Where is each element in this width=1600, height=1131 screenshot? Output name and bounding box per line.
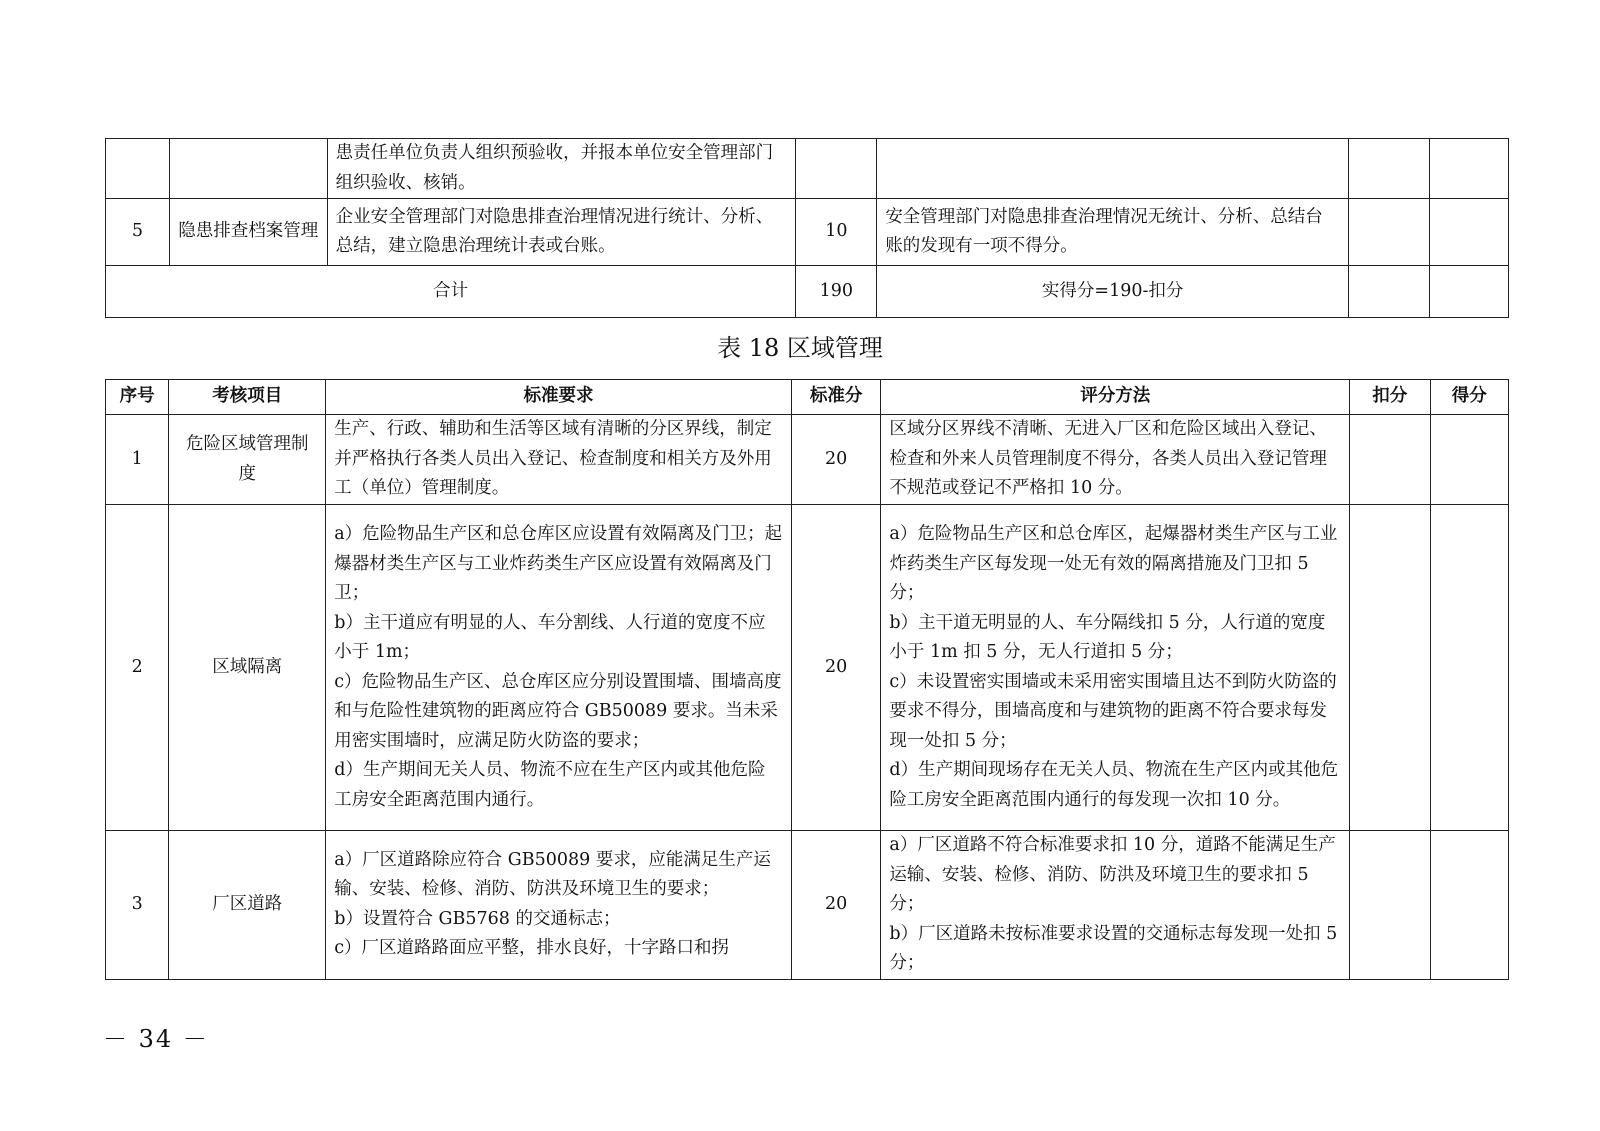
table-row (106, 831, 1509, 980)
result-cell (1429, 199, 1508, 266)
header-num: 序号 (106, 380, 169, 415)
total-formula: 实得分=190-扣分 (877, 266, 1349, 318)
score-cell (796, 139, 877, 199)
result-cell (1429, 139, 1508, 199)
deduct-cell (1349, 266, 1430, 318)
method-cell: 安全管理部门对隐患排查治理情况无统计、分析、总结台账的发现有一项不得分。 (877, 199, 1349, 266)
table-row (106, 505, 1509, 831)
num-cell: 2 (106, 505, 169, 831)
method-cell: a）厂区道路不符合标准要求扣 10 分，道路不能满足生产运输、安装、检修、消防、防洪及环境卫生的要求扣 5 分； b）厂区道路未按标准要求设置的交通标志每发现一处扣 5 分； (881, 831, 1350, 980)
standard-cell: 企业安全管理部门对隐患排查治理情况进行统计、分析、总结，建立隐患治理统计表或台账。 (327, 199, 796, 266)
item-cell: 区域隔离 (169, 505, 326, 831)
result-cell (1430, 415, 1508, 505)
deduct-cell (1350, 415, 1430, 505)
result-cell (1429, 266, 1508, 318)
score-cell: 20 (791, 505, 881, 831)
result-cell (1430, 831, 1508, 980)
item-cell (169, 139, 327, 199)
item-cell: 厂区道路 (169, 831, 326, 980)
standard-cell: a）厂区道路除应符合 GB50089 要求，应能满足生产运输、安装、检修、消防、防洪及环境卫生的要求； b）设置符合 GB5768 的交通标志； c）厂区道路路面应平整，排水良好，十字路口和拐 (326, 831, 792, 980)
score-cell: 10 (796, 199, 877, 266)
table-row (106, 199, 1509, 266)
total-score: 190 (796, 266, 877, 318)
result-cell (1430, 505, 1508, 831)
standard-cell: 生产、行政、辅助和生活等区域有清晰的分区界线，制定并严格执行各类人员出入登记、检查制度和相关方及外用工（单位）管理制度。 (326, 415, 792, 505)
continued-table (105, 138, 1509, 318)
num-cell (106, 139, 170, 199)
total-label: 合计 (106, 266, 796, 318)
deduct-cell (1350, 831, 1430, 980)
header-score: 标准分 (791, 380, 881, 415)
deduct-cell (1350, 505, 1430, 831)
deduct-cell (1349, 199, 1430, 266)
item-cell: 隐患排查档案管理 (169, 199, 327, 266)
table-title: 表 18 区域管理 (717, 334, 883, 362)
area-management-table (105, 379, 1509, 980)
header-method: 评分方法 (881, 380, 1350, 415)
header-deduct: 扣分 (1350, 380, 1430, 415)
header-row (106, 380, 1509, 415)
score-cell: 20 (791, 831, 881, 980)
item-cell: 危险区域管理制度 (169, 415, 326, 505)
standard-cell: 患责任单位负责人组织预验收，并报本单位安全管理部门组织验收、核销。 (327, 139, 796, 199)
deduct-cell (1349, 139, 1430, 199)
header-standard: 标准要求 (326, 380, 792, 415)
table-row (106, 415, 1509, 505)
num-cell: 1 (106, 415, 169, 505)
method-cell: 区域分区界线不清晰、无进入厂区和危险区域出入登记、检查和外来人员管理制度不得分，各类人员出入登记管理不规范或登记不严格扣 10 分。 (881, 415, 1350, 505)
num-cell: 3 (106, 831, 169, 980)
standard-cell: a）危险物品生产区和总仓库区应设置有效隔离及门卫；起爆器材类生产区与工业炸药类生产区应设置有效隔离及门卫； b）主干道应有明显的人、车分割线、人行道的宽度不应小于 1m； c）危险物品生产区、总仓库区应分别设置围墙、围墙高度和与危险性建筑物的距离应符合 GB50089 要求。当未采用密实围墙时，应满足防火防盗的要求； d）生产期间无关人员、物流不应在生产区内或其他危险工房安全距离范围内通行。 (326, 505, 792, 831)
total-row (106, 266, 1509, 318)
score-cell: 20 (791, 415, 881, 505)
header-item: 考核项目 (169, 380, 326, 415)
method-cell: a）危险物品生产区和总仓库区，起爆器材类生产区与工业炸药类生产区每发现一处无有效的隔离措施及门卫扣 5 分； b）主干道无明显的人、车分隔线扣 5 分，人行道的宽度小于 1m 扣 5 分，无人行道扣 5 分； c）未设置密实围墙或未采用密实围墙且达不到防火防盗的要求不得分，围墙高度和与建筑物的距离不符合要求每发现一处扣 5 分； d）生产期间现场存在无关人员、物流在生产区内或其他危险工房安全距离范围内通行的每发现一次扣 10 分。 (881, 505, 1350, 831)
table-row (106, 139, 1509, 199)
header-result: 得分 (1430, 380, 1508, 415)
num-cell: 5 (106, 199, 170, 266)
method-cell (877, 139, 1349, 199)
page-number: － 34 － (103, 1025, 209, 1053)
